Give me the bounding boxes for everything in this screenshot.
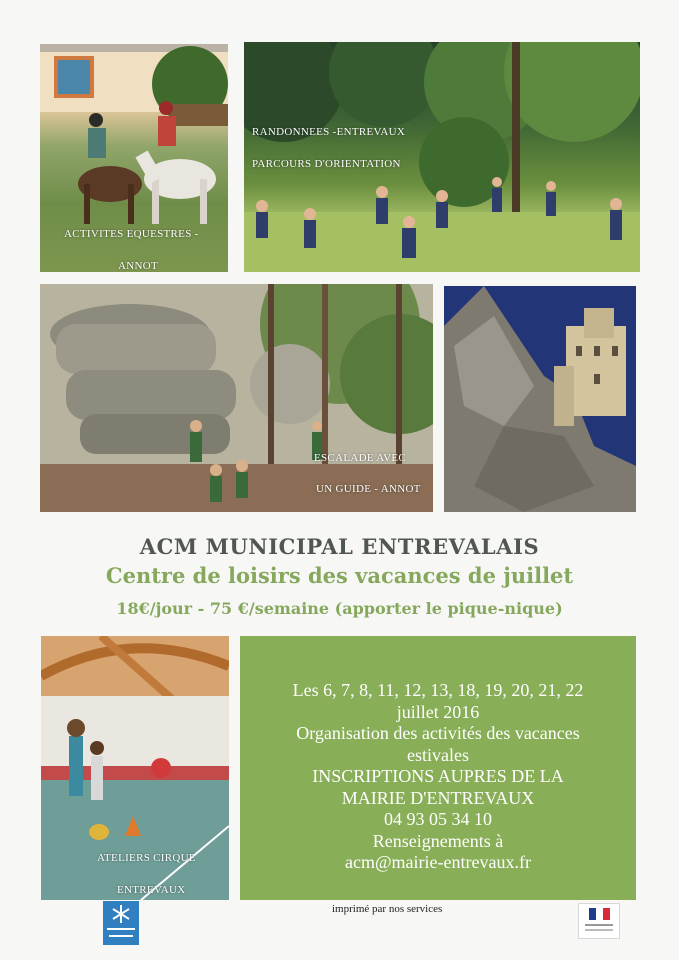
organisation-line: Organisation des activités des vacances: [296, 723, 580, 743]
info-box: [240, 636, 636, 900]
photo-caption: ACTIVITES EQUESTRES -: [64, 228, 199, 240]
headline: ACM MUNICIPAL ENTREVALAIS: [139, 534, 540, 559]
snowflake-icon: [103, 901, 139, 945]
photo-caption: PARCOURS D'ORIENTATION: [252, 158, 401, 170]
photo-caption: ANNOT: [118, 260, 158, 272]
forest-illustration: [244, 42, 640, 272]
phone-number: 04 93 05 34 10: [384, 809, 492, 829]
photo-caption: ESCALADE AVEC: [314, 452, 407, 464]
photo-caption: ATELIERS CIRQUE: [97, 852, 196, 864]
subtitle: Centre de loisirs des vacances de juillet: [105, 563, 574, 588]
castle-illustration: [444, 286, 636, 512]
dates-line: Les 6, 7, 8, 11, 12, 13, 18, 19, 20, 21, 22: [292, 680, 584, 700]
photo-circus-gym: [41, 636, 229, 900]
photo-forest-hike: [244, 42, 640, 272]
climbing-illustration: [40, 284, 433, 512]
photo-climbing: [40, 284, 433, 512]
republique-francaise-logo: [578, 903, 620, 939]
caf-logo: [103, 901, 139, 945]
prices: 18€/jour - 75 €/semaine (apporter le pique-nique): [116, 599, 563, 618]
info-label: Renseignements à: [372, 830, 504, 851]
email-address[interactable]: acm@mairie-entrevaux.fr: [345, 852, 531, 872]
organisation-line: estivales: [407, 744, 469, 765]
registration-line: MAIRIE D'ENTREVAUX: [341, 787, 535, 808]
dates-year: juillet 2016: [396, 701, 480, 722]
printed-note: imprimé par nos services: [332, 903, 443, 915]
registration-line: INSCRIPTIONS AUPRES DE LA: [312, 766, 564, 786]
photo-caption: UN GUIDE - ANNOT: [316, 483, 421, 495]
photo-castle: [444, 286, 636, 512]
photo-caption: RANDONNEES -ENTREVAUX: [252, 126, 406, 138]
photo-caption: ENTREVAUX: [117, 884, 186, 896]
flag-icon: [579, 904, 619, 938]
photo-equestrian: [40, 44, 228, 272]
